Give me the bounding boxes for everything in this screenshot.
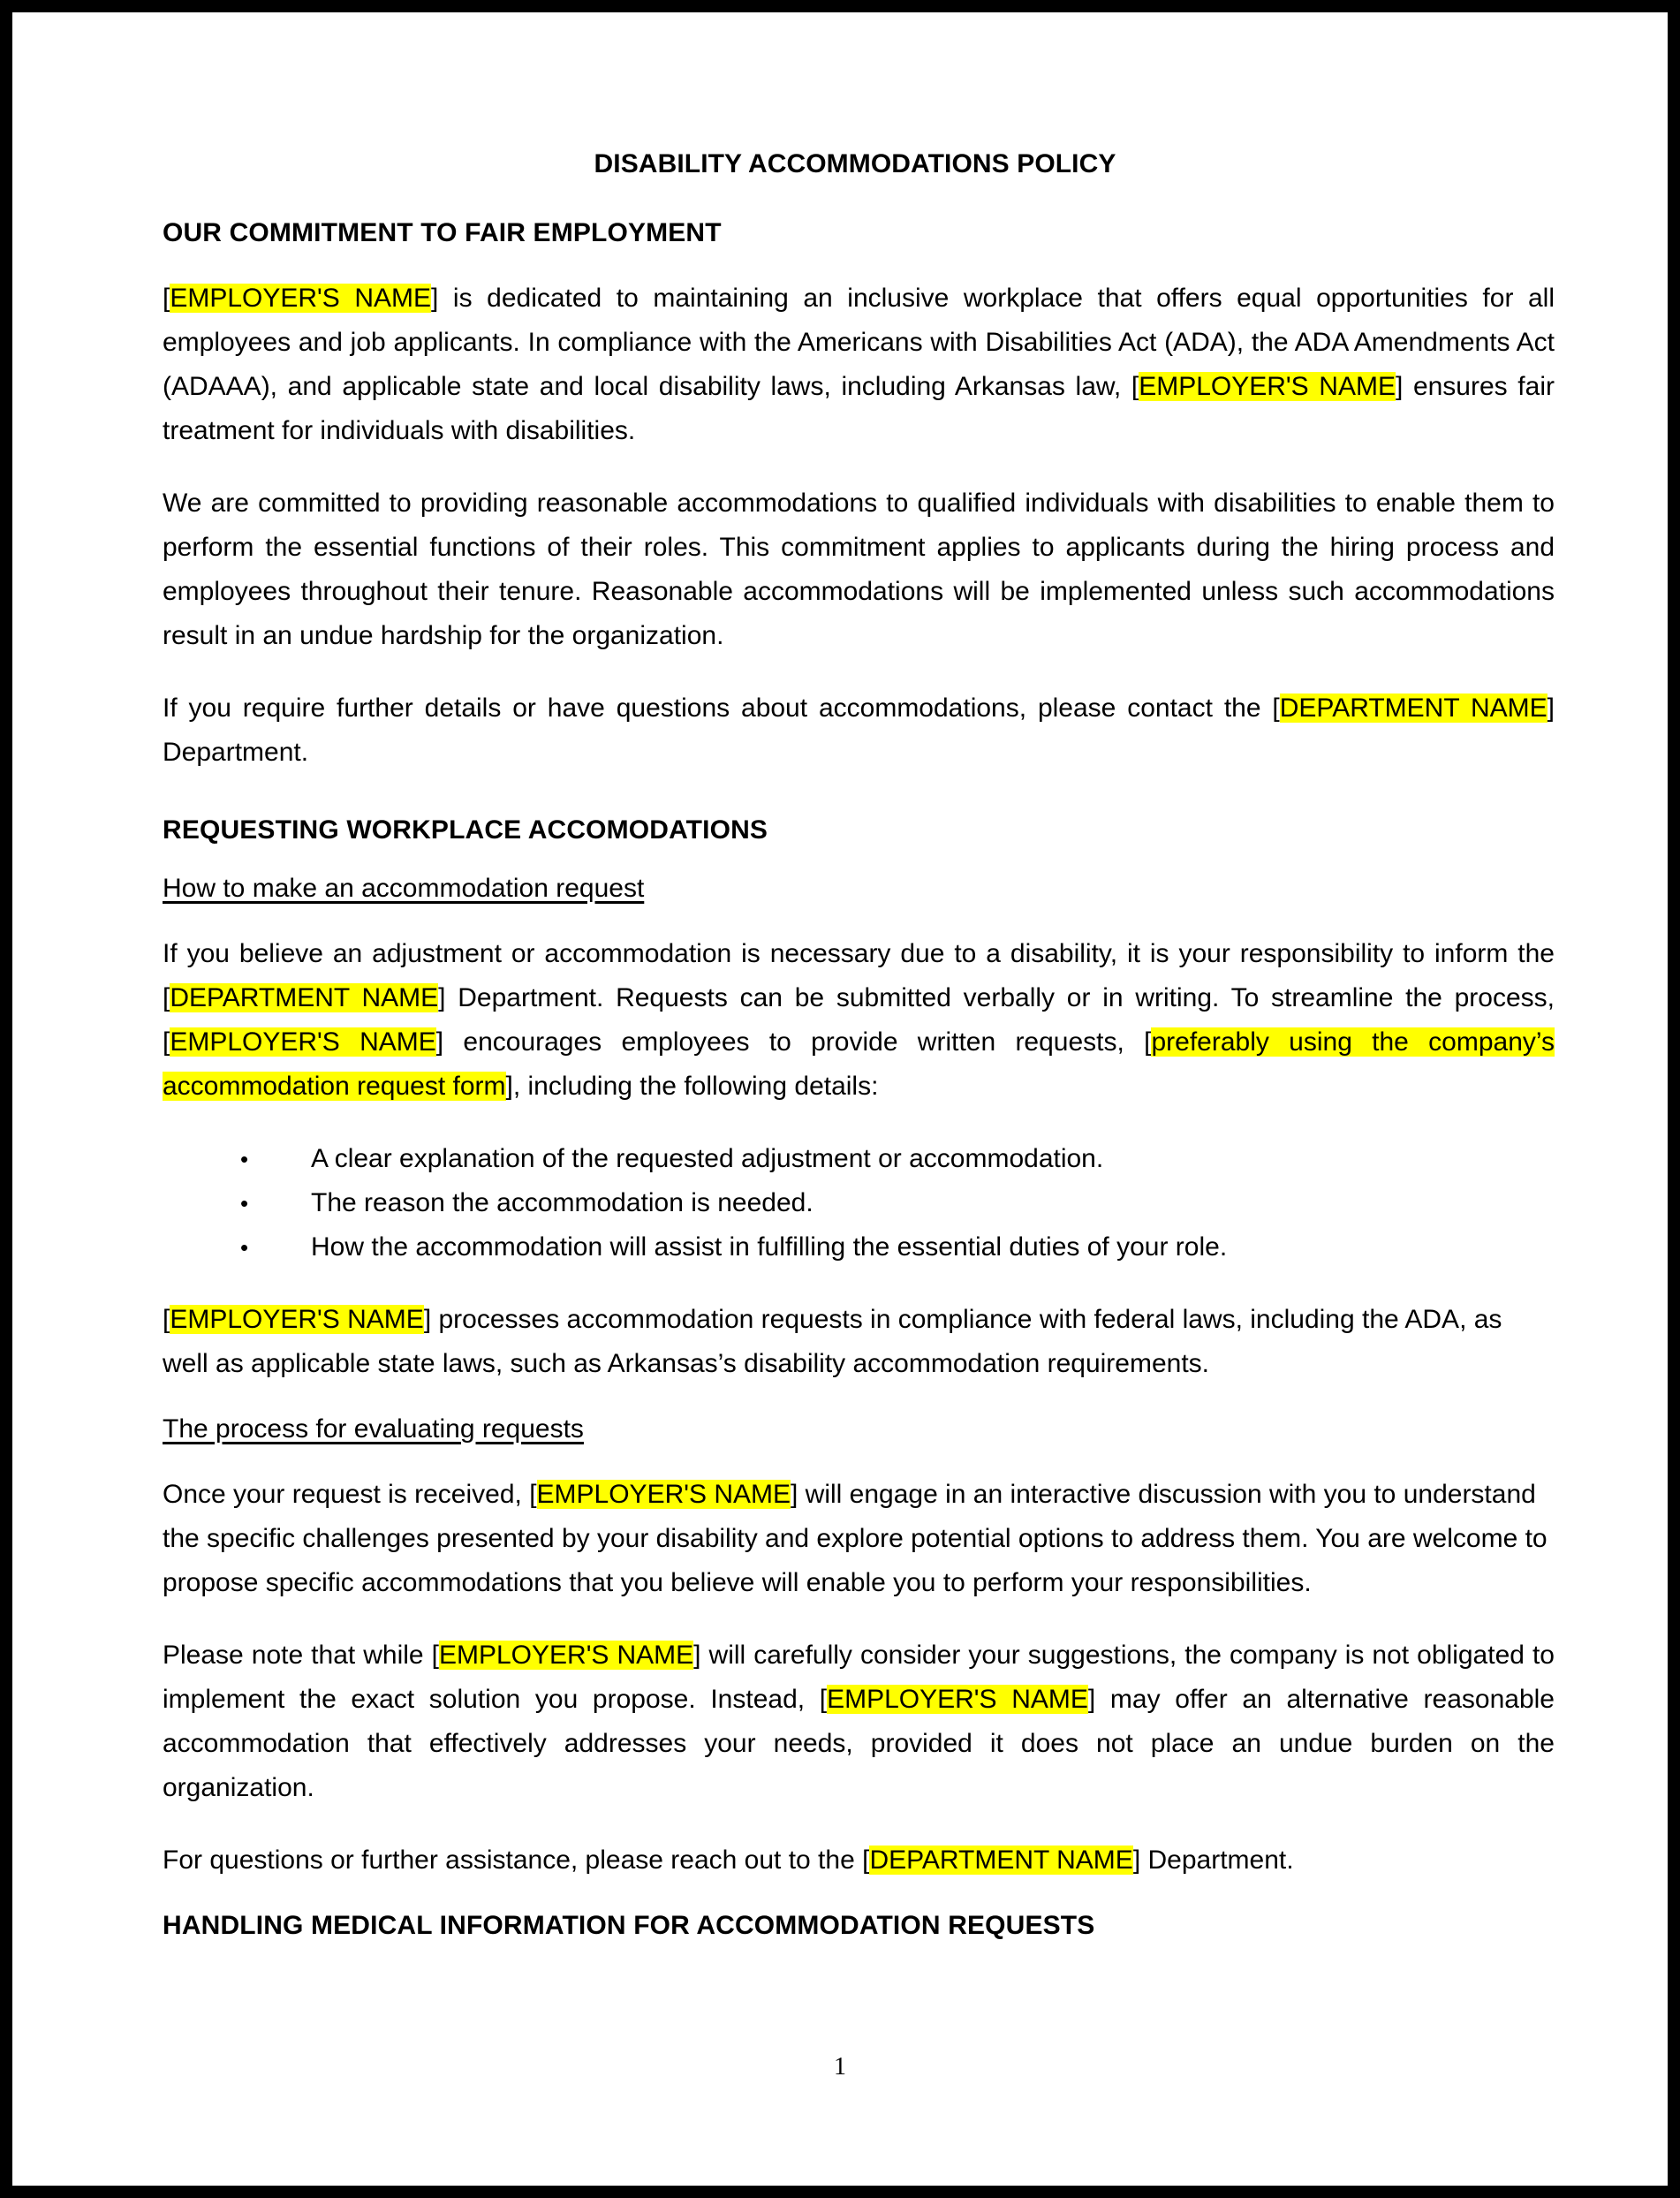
- heading-our-commitment: OUR COMMITMENT TO FAIR EMPLOYMENT: [163, 218, 722, 247]
- paragraph-text-part: If you require further details or have questions about accommodations, please contact the [: [163, 694, 1280, 723]
- list-item: [240, 1137, 1555, 1181]
- page-number: 1: [834, 2053, 846, 2081]
- paragraph-text-part: Once your request is received, [: [163, 1480, 537, 1509]
- placeholder-department-name: DEPARTMENT NAME: [869, 1846, 1133, 1875]
- placeholder-employer-name: EMPLOYER'S NAME: [170, 284, 432, 313]
- placeholder-employer-name: EMPLOYER'S NAME: [170, 1027, 436, 1057]
- paragraph-processes-requests: [163, 1298, 1555, 1386]
- placeholder-request-form-note: preferably using the company’s accommodation request form: [163, 1027, 1555, 1101]
- paragraph-text-part: ] Department. Requests can be submitted verbally or in writing. To streamline the process, [: [163, 983, 1555, 1057]
- page-content-area: [12, 12, 1668, 2186]
- bullet-dot-icon: •: [240, 1146, 249, 1172]
- list-item-label: How the accommodation will assist in fulfilling the essential duties of your role.: [311, 1232, 1228, 1262]
- paragraph-text-part: ] ensures fair treatment for individuals with disabilities.: [163, 372, 1555, 445]
- paragraph-alternative-accommodation: [163, 1633, 1555, 1810]
- paragraph-text-part: ] will engage in an interactive discussion with you to understand the specific challenges presented by your disability and explore potential options to address them. You are welcome to propose specific accommodations that you believe will enable you to perform your responsibilities.: [163, 1480, 1548, 1597]
- placeholder-employer-name: EMPLOYER'S NAME: [1139, 372, 1396, 401]
- paragraph-text-part: ] may offer an alternative reasonable accommodation that effectively addresses your needs, provided it does not place an undue burden on the organization.: [163, 1685, 1555, 1802]
- page-title: DISABILITY ACCOMMODATIONS POLICY: [594, 149, 1116, 178]
- paragraph-text-part: ], including the following details:: [505, 1072, 879, 1101]
- paragraph-text-part: Please note that while [: [163, 1641, 439, 1670]
- bullet-dot-icon: •: [240, 1234, 249, 1261]
- placeholder-employer-name: EMPLOYER'S NAME: [536, 1480, 791, 1509]
- paragraph-interactive-discussion: [163, 1473, 1555, 1605]
- heading-requesting-workplace-accommodations: REQUESTING WORKPLACE ACCOMODATIONS: [163, 815, 768, 845]
- paragraph-text-part: ] Department.: [1132, 1846, 1294, 1875]
- paragraph-text-part: ] Department.: [163, 694, 1555, 767]
- list-item-label: The reason the accommodation is needed.: [311, 1188, 814, 1217]
- paragraph-reasonable-accommodations: We are committed to providing reasonable accommodations to qualified individuals with disabilities to enable them to perform the essential functions of their roles. This commitment applies to applicants during the hiring process and employees throughout their tenure. Reasonable accommodations will be implemented unless such accommodations result in an undue hardship for the organization.: [163, 489, 1555, 650]
- placeholder-employer-name: EMPLOYER'S NAME: [827, 1685, 1088, 1714]
- list-item: [240, 1225, 1555, 1270]
- heading-handling-medical-information: HANDLING MEDICAL INFORMATION FOR ACCOMMODATION REQUESTS: [163, 1911, 1095, 1940]
- bracket-open: [: [163, 1305, 170, 1334]
- placeholder-employer-name: EMPLOYER'S NAME: [170, 1305, 424, 1334]
- paragraph-commitment-intro: [163, 277, 1555, 453]
- paragraph-text-part: For questions or further assistance, please reach out to the [: [163, 1846, 870, 1875]
- list-item: [240, 1181, 1555, 1225]
- paragraph-text-part: If you believe an adjustment or accommodation is necessary due to a disability, it is your responsibility to inform the [: [163, 939, 1555, 1012]
- placeholder-employer-name: EMPLOYER'S NAME: [438, 1641, 694, 1670]
- placeholder-department-name: DEPARTMENT NAME: [1279, 694, 1548, 723]
- paragraph-further-details: [163, 686, 1555, 775]
- bracket-open: [: [163, 284, 170, 313]
- list-item-label: A clear explanation of the requested adjustment or accommodation.: [311, 1144, 1104, 1173]
- bullet-dot-icon: •: [240, 1190, 249, 1216]
- placeholder-department-name: DEPARTMENT NAME: [170, 983, 439, 1012]
- paragraph-text-part: ] processes accommodation requests in compliance with federal laws, including the ADA, as well as applicable state laws, such as Arkansas’s disability accommodation requirements.: [163, 1305, 1502, 1378]
- paragraph-text-part: ] is dedicated to maintaining an inclusive workplace that offers equal opportunities for all employees and job applicants. In compliance with the Americans with Disabilities Act (ADA), the ADA Amendments Act (ADAAA), and applicable state and local disability laws, including Arkansas law, [: [163, 284, 1555, 401]
- paragraph-for-questions: [163, 1838, 1555, 1883]
- subheading-how-to-make-request: How to make an accommodation request: [163, 874, 645, 903]
- subheading-process-for-evaluating: The process for evaluating requests: [163, 1414, 584, 1444]
- list-request-details: [163, 1137, 1555, 1270]
- paragraph-text-part: ] will carefully consider your suggestions, the company is not obligated to implement the exact solution you propose. Instead, [: [163, 1641, 1555, 1714]
- paragraph-text-part: ] encourages employees to provide written requests, [: [435, 1027, 1152, 1057]
- paragraph-how-to-request: [163, 932, 1555, 1109]
